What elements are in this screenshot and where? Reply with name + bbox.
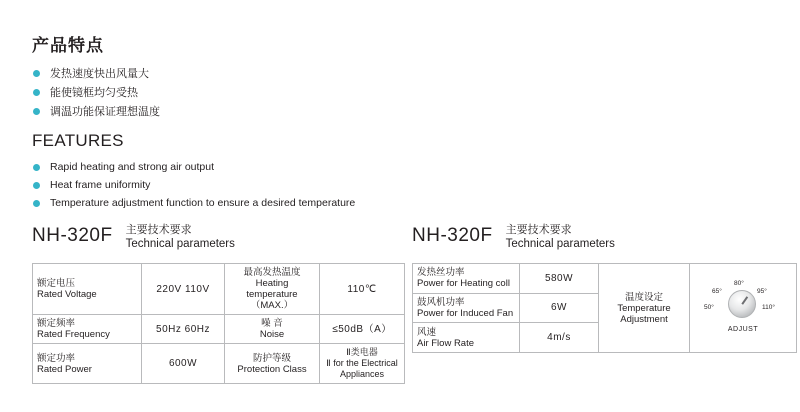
cell-value-en: Ⅱ for the Electrical Appliances (326, 358, 398, 379)
cell-value-air-flow-rate (520, 323, 599, 353)
dial-tick-95: 95° (757, 288, 767, 295)
cell-label-heating-coil-power (413, 264, 520, 294)
dial-knob[interactable] (728, 290, 756, 318)
cell-value-protection-class (320, 344, 405, 384)
spec-caption-en: Technical parameters (125, 238, 235, 250)
list-item-label: Temperature adjustment function to ensure a desired temperature (50, 196, 356, 209)
cell-label-en: Power for Induced Fan (417, 307, 514, 319)
cell-value-heating-temperature (320, 264, 405, 315)
cell-label-en: Rated Power (37, 363, 92, 375)
cell-label-en-1: Temperature (617, 302, 671, 314)
spec-caption-left (126, 222, 235, 251)
bullet-dot-icon (33, 108, 40, 115)
cell-label-cn: 额定频率 (37, 318, 76, 329)
spec-caption-right (506, 222, 615, 251)
cell-label-cn: 鼓风机功率 (417, 296, 465, 308)
cell-value-text: 50Hz 60Hz (156, 323, 210, 335)
cell-label-en: Rated Frequency (37, 329, 110, 340)
cell-label-cn: 额定电压 (37, 278, 76, 289)
spec-header-left (32, 222, 405, 251)
cell-label-temperature-adjustment (599, 264, 690, 353)
bullet-dot-icon (33, 70, 40, 77)
spec-table-left (32, 263, 405, 384)
cell-value-rated-power (142, 344, 225, 384)
cell-label-cn: 温度设定 (624, 291, 663, 303)
table-row (33, 344, 405, 384)
cell-label-cn: 发热丝功率 (417, 267, 465, 279)
temperature-dial[interactable] (690, 264, 796, 352)
cell-label-protection-class (225, 344, 320, 384)
cell-label-en-2: Adjustment (620, 313, 668, 325)
spec-block-left (32, 222, 405, 384)
cell-label-induced-fan-power (413, 293, 520, 323)
cell-label-cn: 噪 音 (261, 318, 283, 329)
cell-label-rated-voltage (33, 264, 142, 315)
list-item (32, 195, 462, 212)
cell-label-cn: 最高发热温度 (243, 267, 301, 278)
list-item-label: 发热速度快出风量大 (50, 68, 149, 81)
list-item (32, 65, 462, 83)
spec-table-right (412, 263, 797, 353)
model-number-left: NH-320F (32, 225, 113, 246)
dial-tick-80: 80° (734, 280, 744, 287)
bullet-dot-icon (33, 89, 40, 96)
list-item-label: Rapid heating and strong air output (50, 160, 215, 173)
cell-value-rated-voltage (142, 264, 225, 315)
cell-label-en: Heating temperature（MAX.） (246, 278, 298, 311)
spec-caption-en: Technical parameters (505, 238, 615, 250)
dial-tick-110: 110° (762, 304, 775, 311)
cell-value-noise (320, 315, 405, 344)
table-row (33, 315, 405, 344)
dial-caption: ADJUST (727, 326, 759, 333)
features-list-cn (32, 65, 462, 121)
cell-value-text: 220V 110V (156, 283, 210, 295)
list-item-label: 能使镜框均匀受热 (50, 87, 138, 100)
cell-value-text: 600W (168, 358, 198, 369)
spec-caption-cn: 主要技术要求 (125, 224, 192, 236)
features-section (32, 36, 462, 213)
dial-tick-50: 50° (704, 304, 714, 311)
cell-label-cn: 防护等级 (252, 352, 291, 364)
features-title-cn: 产品特点 (32, 36, 104, 55)
model-number-right: NH-320F (412, 225, 493, 246)
cell-label-heating-temperature (225, 264, 320, 315)
cell-value-text: 580W (544, 272, 574, 284)
list-item-label: Heat frame uniformity (50, 178, 151, 191)
cell-label-cn: 额定功率 (37, 352, 76, 364)
cell-label-en: Noise (259, 329, 285, 340)
bullet-dot-icon (33, 164, 40, 171)
spec-header-right (412, 222, 797, 251)
cell-value-heating-coil-power (520, 264, 599, 294)
list-item (32, 177, 462, 194)
table-row (33, 264, 405, 315)
cell-label-rated-frequency (33, 315, 142, 344)
list-item (32, 84, 462, 102)
cell-label-en: Power for Heating coll (417, 278, 510, 290)
cell-value-text: ≤50dB（A） (332, 323, 392, 335)
cell-value-induced-fan-power (520, 293, 599, 323)
bullet-dot-icon (33, 200, 40, 207)
cell-label-noise (225, 315, 320, 344)
features-title-en: FEATURES (32, 131, 124, 151)
cell-value-cn: Ⅱ类电器 (346, 347, 378, 357)
cell-label-rated-power (33, 344, 142, 384)
list-item (32, 159, 462, 176)
spec-caption-cn: 主要技术要求 (505, 224, 572, 236)
temperature-dial-cell (690, 264, 797, 353)
cell-value-rated-frequency (142, 315, 225, 344)
cell-value-text: 6W (551, 302, 567, 314)
cell-value-text: 110℃ (347, 283, 377, 295)
bullet-dot-icon (33, 182, 40, 189)
cell-label-en: Rated Voltage (37, 289, 97, 300)
dial-tick-65: 65° (712, 288, 722, 295)
table-row (413, 264, 797, 294)
spec-block-right (412, 222, 797, 353)
features-list-en (32, 159, 462, 212)
cell-value-text: 4m/s (547, 332, 571, 344)
cell-label-en: Protection Class (237, 363, 307, 375)
cell-label-en: Air Flow Rate (417, 337, 475, 349)
cell-label-cn: 风速 (417, 326, 437, 338)
cell-label-air-flow-rate (413, 323, 520, 353)
list-item-label: 调温功能保证理想温度 (50, 106, 160, 119)
list-item (32, 103, 462, 121)
